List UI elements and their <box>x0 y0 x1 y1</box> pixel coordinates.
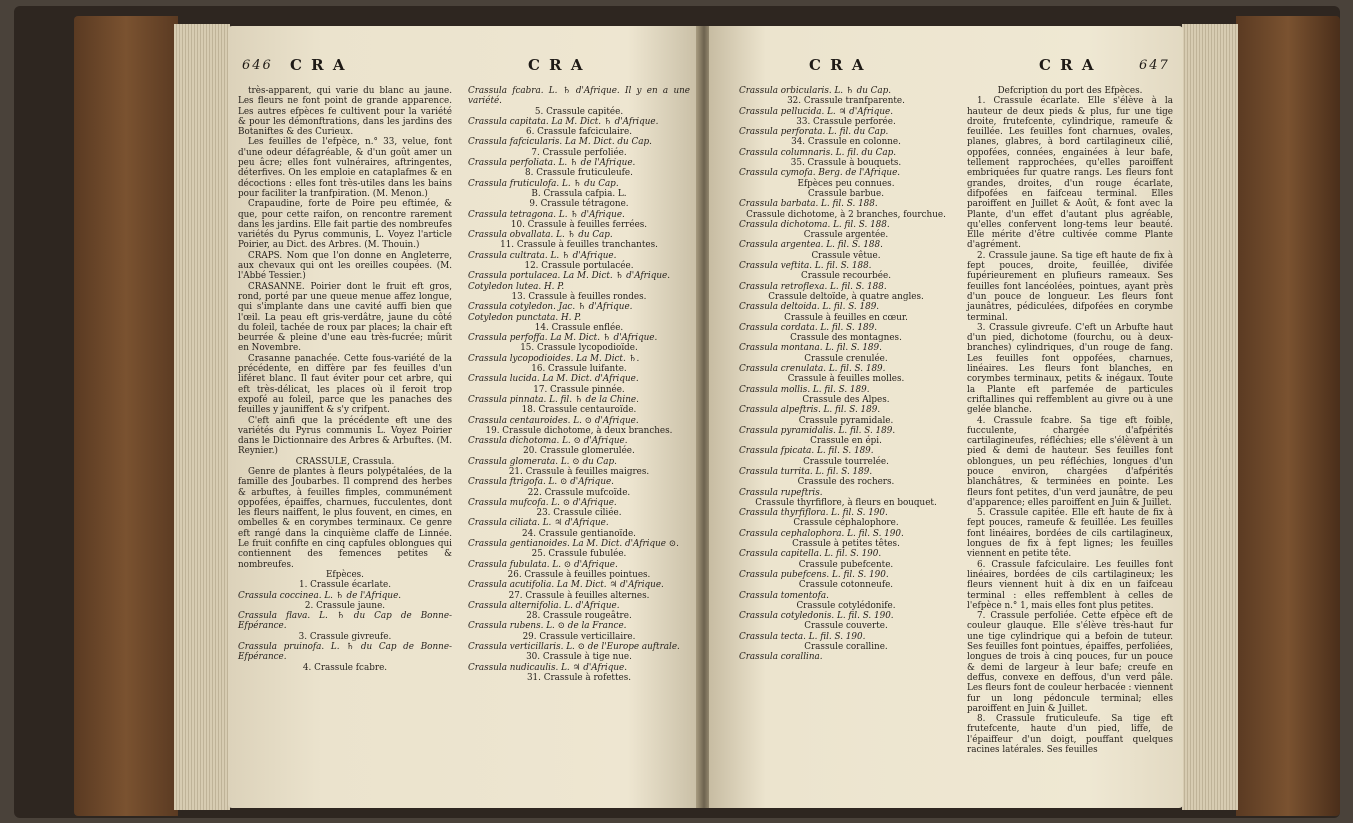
col2-line: 7. Crassule perfoliée. <box>531 147 627 158</box>
col3-line: Crassule à petites têtes. <box>792 539 900 550</box>
col2-line: 15. Crassule lycopodioïde. <box>520 343 638 354</box>
col1-line: Les feuilles de l'efpèce, n.° 33, velue, font d'une odeur défagréable, & d'un goût amer un peu âcre; elles font vulnéraires, aftringentes, déterfives. On les emploie en cataplafmes & en décoctions : elles font très-utiles dans les bains pour faciliter la tranfpiration. (M. Menon.) <box>238 137 452 199</box>
col2-line: Crassula fafcicularis. La M. Dict. du Cap. <box>468 137 652 148</box>
right-page-number: 647 <box>1139 58 1170 73</box>
col2-line: 23. Crassule ciliée. <box>536 508 622 519</box>
col3-line: Crassule deltoïde, à quatre angles. <box>768 291 924 302</box>
col2-line: Cotyledon lutea. H. P. <box>468 281 565 292</box>
col3-line: Crassule recourbée. <box>800 271 892 282</box>
col4-line: 6. Crassule fafciculaire. Les feuilles font linéaires, bordées de cils cartilagineux; les fleurs viennent huit à dix en un faifceau terminal : elles reffemblent à celles de l'efpèce n.° 1, mais elles font plus petites. <box>967 559 1173 611</box>
col2-line: 5. Crassule capitée. <box>534 106 624 117</box>
col4-line: 2. Crassule jaune. Sa tige eft haute de fix à fept pouces, droite, feuillée, divifée fupérieurement en plufieurs rameaux. Ses feuilles font lancéolées, pointues, ayant près d'un pouce de longueur. Les fleurs font jaunâtres, pédiculées, difpofées en corymbe terminal. <box>967 250 1173 323</box>
col3-line: Crassule cotonneufe. <box>798 580 894 591</box>
col3-line: Crassule tourrelée. <box>803 456 889 467</box>
col4-line: 1. Crassule écarlate. Elle s'élève à la hauteur de deux pieds & plus, fur une tige droite, frutefcente, cylindrique, rameufe & feuillée. Les feuilles font charnues, ovales, planes, glabres, à bord cartilagineux cilié, oppofées, connées, engainées à leur bafe, tellement rapprochées, qu'elles paroiffent embriquées fur quatre rangs. Les fleurs font grandes, droites, d'un rouge écarlate, difpofées en faifceau terminal. Elles paroiffent en Juillet & Août, & font avec la Plante, d'un effet d'autant plus agréable, qu'elles confervent long-tems leur beauté. Elle mérite d'être cultivée comme Plante d'agrément. <box>967 96 1173 251</box>
left-column-2 <box>468 86 690 683</box>
col3-line: Crassule argentée. <box>803 230 889 241</box>
col2-line: Crassula lycopodioides. La M. Dict. ♄. <box>468 353 640 364</box>
col2-line: Crassula perfoliata. L. ♄ de l'Afrique. <box>468 158 636 169</box>
col2-line: 21. Crassule à feuilles maigres. <box>508 466 650 477</box>
col3-line: Crassula thyrfiflora. L. fil. S. 190. <box>739 508 888 519</box>
col2-line: Cotyledon punctata. H. P. <box>468 312 582 323</box>
right-head-word-1: C R A <box>809 56 866 74</box>
col1-line: 1. Crassule écarlate. <box>298 580 392 591</box>
col3-line: Crassule dichotome, à 2 branches, fourchue. <box>746 209 946 220</box>
col3-line: Crassula rupeftris. <box>739 487 823 498</box>
col3-line: Crassule couverte. <box>804 621 888 632</box>
col3-line: Crassula montana. L. fil. S. 189. <box>739 343 882 354</box>
col3-line: Crassula pyramidalis. L. fil. S. 189. <box>739 425 896 436</box>
left-head-word-2: C R A <box>528 56 585 74</box>
col3-line: Efpèces peu connues. <box>797 178 895 189</box>
col3-line: Crassule coralline. <box>804 642 888 653</box>
col2-line: Crassula pinnata. L. fil. ♄ de la Chine. <box>468 394 639 405</box>
col1-line: 3. Crassule givreufe. <box>298 631 392 642</box>
col3-line: 33. Crassule perforée. <box>796 116 896 127</box>
col3-line: Crassula deltoida. L. fil. S. 189. <box>739 302 880 313</box>
col3-line: Crassula cordata. L. fil. S. 189. <box>739 322 878 333</box>
col2-line: Crassula centauroides. L. ⊙ d'Afrique. <box>468 415 639 426</box>
col1-line: C'eft ainfi que la précédente eft une des variétés du Pyrus communis L. Voyez Poirier dans le Dictionnaire des Arbres & Arbuftes. (M. Reynier.) <box>238 415 452 457</box>
col2-line: B. Crassula cafpia. L. <box>531 188 627 199</box>
col3-line: Crassula crenulata. L. fil. S. 189. <box>739 364 886 375</box>
col3-line: Crassule crenulée. <box>804 353 888 364</box>
col2-line: Crassula dichotoma. L. ⊙ d'Afrique. <box>468 436 628 447</box>
col3-line: Crassule en épi. <box>810 436 882 447</box>
col2-line: Crassula fcabra. L. ♄ d'Afrique. Il y en a une variété. <box>468 86 690 107</box>
left-page <box>228 26 698 808</box>
col2-line: Crassula perfoffa. La M. Dict. ♄ d'Afrique. <box>468 333 658 344</box>
col1-line: Crassula coccinea. L. ♄ de l'Afrique. <box>238 590 402 601</box>
col2-line: Crassula gentianoides. La M. Dict. d'Afrique ⊙. <box>468 539 679 550</box>
col2-line: 6. Crassule fafciculaire. <box>525 127 633 138</box>
col3-line: Crassula tomentofa. <box>739 590 829 601</box>
col3-line: 32. Crassule tranfparente. <box>787 96 905 107</box>
col2-line: 31. Crassule à rofettes. <box>526 672 632 683</box>
col2-line: Crassula fruticulofa. L. ♄ du Cap. <box>468 178 619 189</box>
col1-line: Genre de plantes à fleurs polypétalées, de la famille des Joubarbes. Il comprend des herbes & arbuftes, à feuilles fimples, communément oppofées, épaiffes, charnues, fucculentes, dont les fleurs naiffent, le plus fouvent, en cimes, en ombelles & en corymbes terminaux. Ce genre eft rangé dans la cinquième claffe de Linnée. Le fruit confifte en cinq capfules oblongues qui contiennent des femences petites & nombreufes. <box>238 466 452 570</box>
col2-line: Crassula rubens. L. ⊙ de la France. <box>468 621 627 632</box>
col3-line: Crassula alpeftris. L. fil. S. 189. <box>739 405 881 416</box>
col2-line: Crassula obvallata. L. ♄ du Cap. <box>468 230 613 241</box>
col3-line: Crassule vêtue. <box>811 250 881 261</box>
book-cover-left <box>74 16 178 816</box>
col3-line: Crassule céphalophore. <box>793 518 899 529</box>
col3-line: Crassula retroflexa. L. fil. S. 188. <box>739 281 887 292</box>
col3-line: 35. Crassule à bouquets. <box>790 158 902 169</box>
col2-line: 17. Crassule pinnée. <box>533 384 625 395</box>
col1-line: Crapaudine, forte de Poire peu eftimée, & que, pour cette raifon, on rencontre rarement dans les jardins. Elle fait partie des nombreufes variétés du Pyrus communis, L. Voyez l'article Poirier, au Dict. des Arbres. (M. Thouin.) <box>238 199 452 251</box>
col3-line: Crassula turrita. L. fil. S. 189. <box>739 466 873 477</box>
col2-line: Crassula tetragona. L. ♄ d'Afrique. <box>468 209 625 220</box>
book-cover-right <box>1236 16 1340 816</box>
col4-line: 7. Crassule perfoliée. Cette efpèce eft de couleur glauque. Elle s'élève très-haut fur une tige cylindrique qui a befoin de tuteur. Ses feuilles font pointues, épaiffes, perfoliées, longues de trois à cinq pouces, fur un pouce & demi de largeur à leur bafe; creufe en deffus, convexe en deffous, d'un verd pâle. Les fleurs font de couleur herbacée : viennent fur un long pédoncule terminal; elles paroiffent en Juin & Juillet. <box>967 611 1173 714</box>
col2-line: Crassula acutifolia. La M. Dict. ♃ d'Afrique. <box>468 580 664 591</box>
col4-line: 8. Crassule fruticuleufe. Sa tige eft frutefcente, haute d'un pied, liffe, de l'épaiffeur d'un doigt, pouffant quelques racines latérales. Ses feuilles <box>967 714 1173 755</box>
col2-line: 27. Crassule à feuilles alternes. <box>508 590 650 601</box>
col3-line: Crassula orbicularis. L. ♄ du Cap. <box>739 86 892 96</box>
col2-line: Crassula capitata. La M. Dict. ♄ d'Afrique. <box>468 116 659 127</box>
col3-line: 34. Crassule en colonne. <box>791 137 901 148</box>
col1-line: Crassula flava. L. ♄ du Cap de Bonne-Efpérance. <box>238 611 452 632</box>
col4-line: Defcription du port des Efpèces. <box>997 86 1143 96</box>
col2-line: Crassula ftrigofa. L. ⊙ d'Afrique. <box>468 477 614 488</box>
col3-line: Crassula pellucida. L. ♃ d'Afrique. <box>739 106 894 117</box>
right-column-1 <box>739 86 953 663</box>
right-running-head <box>709 56 1183 80</box>
book <box>14 6 1340 818</box>
page-edges-left <box>174 24 230 810</box>
col2-line: 30. Crassule à tige nue. <box>526 652 632 663</box>
col3-line: Crassule à feuilles molles. <box>787 374 905 385</box>
col2-line: Crassula mufcofa. L. ⊙ d'Afrique. <box>468 497 617 508</box>
col3-line: Crassula columnaris. L. fil. du Cap. <box>739 147 897 158</box>
col2-line: 18. Crassule centauroïde. <box>521 405 637 416</box>
col3-line: Crassule des rochers. <box>797 477 895 488</box>
col2-line: 12. Crassule portulacée. <box>524 261 634 272</box>
left-head-word-1: C R A <box>290 56 347 74</box>
col4-line: 4. Crassule fcabre. Sa tige eft foible, fucculente, chargée d'afpérités cartilagineufes, réfléchies; elle s'élèvent à un pied & demi de hauteur. Ses feuilles font oblongues, un peu réfléchies, longues d'un pouce environ, chargées d'afpérités blanchâtres, & terminées en pointe. Les fleurs font petites, d'un verd jaunâtre, de peu d'apparence; elles paroiffent en Juin & Juillet. <box>967 415 1173 508</box>
col3-line: Crassule des Alpes. <box>802 394 890 405</box>
col2-line: Crassula glomerata. L. ⊙ du Cap. <box>468 456 617 467</box>
col2-line: 16. Crassule luifante. <box>531 364 627 375</box>
right-column-2 <box>967 86 1173 755</box>
col3-line: Crassule des montagnes. <box>790 333 902 344</box>
col3-line: Crassule pubefcente. <box>798 559 894 570</box>
col3-line: Crassula barbata. L. fil. S. 188. <box>739 199 878 210</box>
right-page <box>709 26 1183 808</box>
col2-line: Crassula cotyledon. Jac. ♄ d'Afrique. <box>468 302 633 313</box>
col2-line: Crassula lucida. La M. Dict. d'Afrique. <box>468 374 639 385</box>
col3-line: Crassula cotyledonis. L. fil. S. 190. <box>739 611 894 622</box>
col3-line: Crassula cephalophora. L. fil. S. 190. <box>739 528 904 539</box>
col1-line: CRASANNE. Poirier dont le fruit eft gros, rond, porté par une queue menue affez longue, qui s'implante dans une cavité auffi bien que l'œil. La peau eft gris-verdâtre, jaune du côté du foleil, tachée de roux par places; la chair eft beurrée & pleine d'une eau très-fucrée; mûrit en Novembre. <box>238 281 452 354</box>
col3-line: Crassula veftita. L. fil. S. 188. <box>739 261 872 272</box>
col3-line: Crassula argentea. L. fil. S. 188. <box>739 240 883 251</box>
left-column-1 <box>238 86 452 673</box>
col2-line: 13. Crassule à feuilles rondes. <box>511 291 647 302</box>
col2-line: Crassula portulacea. La M. Dict. ♄ d'Afrique. <box>468 271 670 282</box>
col2-line: 26. Crassule à feuilles pointues. <box>507 569 651 580</box>
col3-line: Crassula fpicata. L. fil. S. 189. <box>739 446 874 457</box>
col2-line: Crassula verticillaris. L. ⊙ de l'Europe auftrale. <box>468 642 680 653</box>
col2-line: 11. Crassule à feuilles tranchantes. <box>500 240 658 251</box>
col1-line: 2. Crassule jaune. <box>304 600 386 611</box>
col3-line: Crassula mollis. L. fil. S. 189. <box>739 384 870 395</box>
col1-line: Crasanne panachée. Cette fous-variété de la précédente, en diffère par fes feuilles d'un liféret blanc. Il faut éviter pour cet arbre, qui eft très-délicat, les places où il feroit trop expofé au foleil, parce que les panaches des feuilles y jauniffent & s'y crifpent. <box>238 353 452 416</box>
col2-line: 20. Crassule glomerulée. <box>523 446 635 457</box>
col2-line: Crassula nudicaulis. L. ♃ d'Afrique. <box>468 662 628 673</box>
col3-line: Crassula perforata. L. fil. du Cap. <box>739 127 889 138</box>
col2-line: Crassula ciliata. L. ♃ d'Afrique. <box>468 518 609 529</box>
left-page-number: 646 <box>242 58 273 73</box>
col1-line: très-apparent, qui varie du blanc au jaune. Les fleurs ne font point de grande apparence. Les autres efpèces fe cultivent pour la variété & pour les démonftrations, dans les jardins des Botaniftes & des Curieux. <box>238 86 452 138</box>
col2-line: Crassula alternifolia. L. d'Afrique. <box>468 600 620 611</box>
col2-line: 8. Crassule fruticuleufe. <box>525 168 633 179</box>
col2-line: 29. Crassule verticillaire. <box>522 631 636 642</box>
col3-line: Crassula tecta. L. fil. S. 190. <box>739 631 866 642</box>
col3-line: Crassule à feuilles en cœur. <box>784 312 908 323</box>
col3-line: Crassule thyrfiflore, à fleurs en bouquet. <box>755 497 937 508</box>
col3-line: Crassule barbue. <box>807 188 885 199</box>
col1-line: Crassula pruinofa. L. ♄ du Cap de Bonne-Efpérance. <box>238 642 452 663</box>
col3-line: Crassula corallina. <box>739 652 823 663</box>
col2-line: 25. Crassule fubulée. <box>531 549 627 560</box>
col2-line: 9. Crassule tétragone. <box>529 199 629 210</box>
col4-line: 3. Crassule givreufe. C'eft un Arbufte haut d'un pied, dichotome (fourchu, ou à deux-branches) cylindriques, d'un rouge de fang. Les feuilles font oppofées, charnues, linéaires. Les fleurs font blanches, en corymbes terminaux, petits & inégaux. Toute la Plante eft parfemée de particules criftallines qui reffemblent au givre ou à une gelée blanche. <box>967 322 1173 416</box>
col1-line: CRASSULE, Crassula. <box>295 456 395 467</box>
col2-line: 19. Crassule dichotome, à deux branches. <box>485 425 673 436</box>
col4-line: 5. Crassule capitée. Elle eft haute de fix à fept pouces, rameufe & feuillée. Les feuilles font linéaires, bordées de cils cartilagineux, longues de fix à fept lignes; les feuilles viennent en petite tête. <box>967 508 1173 560</box>
left-running-head <box>228 56 698 80</box>
col3-line: Crassule cotylédonife. <box>796 600 896 611</box>
col3-line: Crassula cymofa. Berg. de l'Afrique. <box>739 168 901 179</box>
col1-line: 4. Crassule fcabre. <box>302 662 388 673</box>
col3-line: Crassula dichotoma. L. fil. S. 188. <box>739 219 890 230</box>
right-head-word-2: C R A <box>1039 56 1096 74</box>
col2-line: Crassula fubulata. L. ⊙ d'Afrique. <box>468 559 618 570</box>
page-edges-right <box>1182 24 1238 810</box>
col3-line: Crassule pyramidale. <box>798 415 894 426</box>
col3-line: Crassula capitella. L. fil. S. 190. <box>739 549 882 560</box>
col1-line: Efpèces. <box>326 569 364 580</box>
col2-line: Crassula cultrata. L. ♄ d'Afrique. <box>468 250 617 261</box>
col3-line: Crassula pubefcens. L. fil. S. 190. <box>739 569 889 580</box>
col2-line: 10. Crassule à feuilles ferrées. <box>510 219 648 230</box>
col2-line: 24. Crassule gentianoïde. <box>522 528 636 539</box>
col2-line: 14. Crassule enflée. <box>534 322 624 333</box>
col2-line: 28. Crassule rougeâtre. <box>526 611 632 622</box>
col1-line: CRAPS. Nom que l'on donne en Angleterre, aux chevaux qui ont les oreilles coupées. (M. l'Abbé Tessier.) <box>238 250 452 282</box>
col2-line: 22. Crassule mufcoïde. <box>527 487 631 498</box>
